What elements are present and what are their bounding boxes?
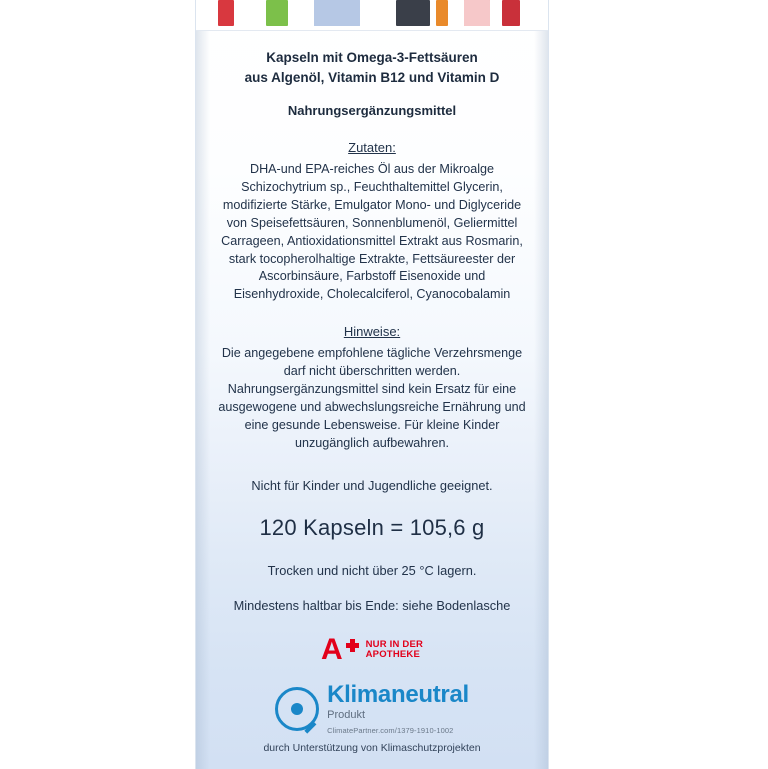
storage-text: Trocken und nicht über 25 °C lagern. xyxy=(267,563,477,579)
climate-logo-id: ClimatePartner.com/1379-1910-1002 xyxy=(327,725,454,735)
pharmacy-logo-line-2: APOTHEKE xyxy=(365,649,421,661)
climate-logo-text xyxy=(327,683,469,734)
top-flap-color-block-dark xyxy=(396,0,430,26)
notes-title: Hinweise: xyxy=(343,324,401,340)
pharmacy-logo-letter-a: A xyxy=(320,633,343,667)
notes-text: Die angegebene empfohlene tägliche Verzehrsmenge darf nicht überschritten werden. Nahrungsergänzungsmittel sind kein Ersatz für eine ausgewogene und abwechslungsreiche Ernährung und eine gesunde Lebensweise. Für kleine Kinder unzugänglich aufbewahren. xyxy=(218,346,526,450)
product-package xyxy=(196,0,548,769)
top-flap-color-block-red-3 xyxy=(502,0,520,26)
product-headline xyxy=(214,48,530,87)
pharmacy-logo-text xyxy=(366,640,423,661)
pharmacy-logo-line-1: NUR IN DER xyxy=(365,639,424,651)
age-restriction-text: Nicht für Kinder und Jugendliche geeignet. xyxy=(251,478,493,494)
product-category: Nahrungsergänzungsmittel xyxy=(287,103,457,119)
red-cross-icon xyxy=(346,639,359,652)
top-flap-color-block-blue-stripe xyxy=(314,0,360,26)
ingredients-text: DHA-und EPA-reiches Öl aus der Mikroalge Schizochytrium sp., Feuchthaltemittel Glycerin, modifizierte Stärke, Emulgator Mono- und Diglyceride von Speisefettsäuren, Sonnenblumenöl, Geliermittel Carrageen, Antioxidationsmittel Extrakt aus Rosmarin, stark tocopherolhaltige Extrakte, Fettsäureester der Ascorbinsäure, Farbstoff Eisenoxide und Eisenhydroxide, Cholecalciferol, Cyanocobalamin xyxy=(221,162,523,302)
climate-partner-icon xyxy=(275,687,319,731)
package-top-flap xyxy=(196,0,548,31)
product-headline-line-2: aus Algenöl, Vitamin B12 und Vitamin D xyxy=(244,69,500,85)
product-headline-line-1: Kapseln mit Omega-3-Fettsäuren xyxy=(266,50,478,65)
best-before-text: Mindestens haltbar bis Ende: siehe Bodenlasche xyxy=(233,598,511,614)
climate-logo-footer: durch Unterstützung von Klimaschutzprojekten xyxy=(263,741,481,754)
climate-neutral-logo xyxy=(214,683,530,734)
pharmacy-logo-letter xyxy=(320,633,343,667)
top-flap-color-block-white-stripe xyxy=(464,0,490,26)
climate-logo-subtitle: Produkt xyxy=(327,709,366,722)
top-flap-color-block-red xyxy=(218,0,234,26)
top-flap-color-block-orange xyxy=(436,0,448,26)
pharmacy-only-logo xyxy=(214,633,530,667)
climate-logo-title: Klimaneutral xyxy=(327,681,469,709)
quantity-text: 120 Kapseln = 105,6 g xyxy=(259,515,485,541)
ingredients-title: Zutaten: xyxy=(348,140,396,156)
climate-partner-icon-stem xyxy=(305,722,317,734)
top-flap-color-block-green xyxy=(266,0,288,26)
package-back-panel xyxy=(196,30,548,754)
